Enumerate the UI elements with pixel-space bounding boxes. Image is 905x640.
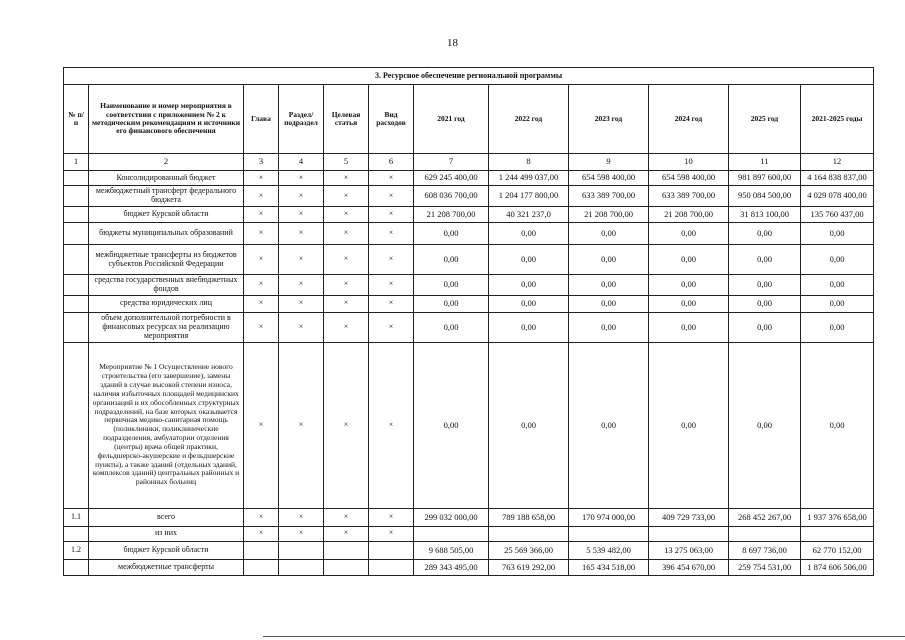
- amount-cell: 763 619 292,00: [489, 559, 569, 575]
- amount-cell: 40 321 237,0: [489, 207, 569, 223]
- amount-cell: 950 084 500,00: [729, 186, 801, 207]
- x-mark: ×: [244, 186, 279, 207]
- x-mark: [244, 541, 279, 559]
- header-name: Наименование и номер мероприятия в соответствии с приложением № 2 к методическим рекомендациям и источники его финансового обеспечения: [89, 85, 244, 154]
- x-mark: ×: [279, 295, 324, 312]
- x-mark: ×: [369, 342, 414, 508]
- amount-cell: 165 434 518,00: [569, 559, 649, 575]
- amount-cell: 396 454 670,00: [649, 559, 729, 575]
- row-name: из них: [89, 526, 244, 541]
- x-mark: ×: [324, 207, 369, 223]
- amount-cell: 8 697 736,00: [729, 541, 801, 559]
- amount-cell: 135 760 437,00: [801, 207, 874, 223]
- amount-cell: 0,00: [414, 295, 489, 312]
- x-mark: ×: [244, 526, 279, 541]
- amount-cell: 0,00: [414, 275, 489, 296]
- table-title: 3. Ресурсное обеспечение региональной программы: [64, 68, 874, 85]
- amount-cell: 25 569 366,00: [489, 541, 569, 559]
- amount-cell: 21 208 700,00: [569, 207, 649, 223]
- amount-cell: 0,00: [489, 295, 569, 312]
- x-mark: ×: [279, 526, 324, 541]
- x-mark: ×: [279, 186, 324, 207]
- amount-cell: 0,00: [649, 245, 729, 275]
- header-target: Целевая статья: [324, 85, 369, 154]
- row-number: [64, 295, 89, 312]
- amount-cell: 21 208 700,00: [414, 207, 489, 223]
- row-number: [64, 559, 89, 575]
- amount-cell: 0,00: [489, 312, 569, 342]
- col-number: 10: [649, 154, 729, 171]
- amount-cell: 0,00: [801, 312, 874, 342]
- x-mark: ×: [279, 245, 324, 275]
- col-number: 12: [801, 154, 874, 171]
- table-row: [64, 541, 874, 559]
- table-row: [64, 207, 874, 223]
- row-name: межбюджетные трансферты из бюджетов субъектов Российской Федерации: [89, 245, 244, 275]
- x-mark: ×: [369, 275, 414, 296]
- page-bottom-line: [263, 636, 905, 637]
- x-mark: [279, 559, 324, 575]
- amount-cell: [729, 526, 801, 541]
- amount-cell: 0,00: [489, 275, 569, 296]
- amount-cell: 170 974 000,00: [569, 508, 649, 526]
- resource-table: [63, 67, 874, 576]
- x-mark: ×: [279, 207, 324, 223]
- x-mark: ×: [324, 526, 369, 541]
- amount-cell: 0,00: [569, 295, 649, 312]
- col-number: 11: [729, 154, 801, 171]
- row-number: [64, 223, 89, 245]
- table-row: [64, 312, 874, 342]
- table-row: [64, 342, 874, 508]
- row-number: [64, 342, 89, 508]
- amount-cell: 409 729 733,00: [649, 508, 729, 526]
- x-mark: ×: [369, 526, 414, 541]
- amount-cell: 268 452 267,00: [729, 508, 801, 526]
- x-mark: ×: [369, 171, 414, 186]
- amount-cell: [414, 526, 489, 541]
- x-mark: [324, 559, 369, 575]
- amount-cell: 633 389 700,00: [569, 186, 649, 207]
- col-number: 1: [64, 154, 89, 171]
- header-row: [64, 85, 874, 154]
- table-row: [64, 559, 874, 575]
- amount-cell: 981 897 600,00: [729, 171, 801, 186]
- amount-cell: 0,00: [489, 342, 569, 508]
- amount-cell: [649, 526, 729, 541]
- amount-cell: 0,00: [801, 342, 874, 508]
- amount-cell: 0,00: [729, 245, 801, 275]
- table-row: [64, 245, 874, 275]
- amount-cell: 0,00: [729, 342, 801, 508]
- amount-cell: 0,00: [801, 245, 874, 275]
- x-mark: ×: [369, 207, 414, 223]
- x-mark: ×: [279, 312, 324, 342]
- x-mark: ×: [324, 223, 369, 245]
- row-name: объем дополнительной потребности в финансовых ресурсах на реализацию мероприятия: [89, 312, 244, 342]
- header-2021: 2021 год: [414, 85, 489, 154]
- amount-cell: 0,00: [569, 245, 649, 275]
- row-number: 1.1: [64, 508, 89, 526]
- row-name: Мероприятие № 1 Осуществление нового строительства (его завершение), замены зданий в случае высокой степени износа, наличия избыточных площадей медицинских организаций и их обособленных структурных подразделений, на базе которых оказывается первичная медико-санитарная помощь (поликлиники, поликлинические подразделения, амбулатории отделения (центры) врача общей практики, фельдшерско-акушерские и фельдшерские пункты), а также зданий (отдельных зданий, комплексов зданий) центральных районных и районных больниц: [89, 342, 244, 508]
- x-mark: ×: [244, 508, 279, 526]
- x-mark: ×: [324, 312, 369, 342]
- x-mark: ×: [244, 295, 279, 312]
- amount-cell: 1 874 606 506,00: [801, 559, 874, 575]
- col-number: 9: [569, 154, 649, 171]
- amount-cell: 0,00: [569, 223, 649, 245]
- amount-cell: 633 389 700,00: [649, 186, 729, 207]
- amount-cell: 0,00: [729, 223, 801, 245]
- amount-cell: 0,00: [649, 275, 729, 296]
- amount-cell: 21 208 700,00: [649, 207, 729, 223]
- amount-cell: 0,00: [489, 223, 569, 245]
- x-mark: ×: [324, 186, 369, 207]
- amount-cell: 0,00: [569, 275, 649, 296]
- amount-cell: [489, 526, 569, 541]
- row-name: Консолидированный бюджет: [89, 171, 244, 186]
- header-2025: 2025 год: [729, 85, 801, 154]
- amount-cell: 0,00: [801, 295, 874, 312]
- amount-cell: 4 164 838 837,00: [801, 171, 874, 186]
- page-number: 18: [447, 37, 458, 49]
- col-number: 5: [324, 154, 369, 171]
- column-number-row: [64, 154, 874, 171]
- x-mark: ×: [324, 171, 369, 186]
- amount-cell: 0,00: [801, 223, 874, 245]
- amount-cell: 5 539 482,00: [569, 541, 649, 559]
- x-mark: ×: [279, 223, 324, 245]
- row-name: средства государственных внебюджетных фондов: [89, 275, 244, 296]
- table-row: [64, 223, 874, 245]
- header-razdel: Раздел/ подраздел: [279, 85, 324, 154]
- row-number: 1.2: [64, 541, 89, 559]
- x-mark: ×: [369, 312, 414, 342]
- header-total: 2021-2025 годы: [801, 85, 874, 154]
- table-body: [64, 171, 874, 576]
- amount-cell: 654 598 400,00: [649, 171, 729, 186]
- amount-cell: 0,00: [414, 223, 489, 245]
- amount-cell: 1 204 177 800,00: [489, 186, 569, 207]
- row-number: [64, 245, 89, 275]
- header-2023: 2023 год: [569, 85, 649, 154]
- x-mark: [244, 559, 279, 575]
- x-mark: ×: [369, 223, 414, 245]
- col-number: 6: [369, 154, 414, 171]
- x-mark: ×: [369, 295, 414, 312]
- table-row: [64, 526, 874, 541]
- amount-cell: 0,00: [729, 275, 801, 296]
- row-number: [64, 312, 89, 342]
- amount-cell: 0,00: [414, 342, 489, 508]
- col-number: 2: [89, 154, 244, 171]
- col-number: 3: [244, 154, 279, 171]
- amount-cell: 0,00: [414, 245, 489, 275]
- x-mark: ×: [279, 342, 324, 508]
- row-name: бюджет Курской области: [89, 207, 244, 223]
- row-number: [64, 526, 89, 541]
- amount-cell: 789 188 658,00: [489, 508, 569, 526]
- x-mark: ×: [244, 223, 279, 245]
- x-mark: ×: [244, 171, 279, 186]
- x-mark: [324, 541, 369, 559]
- amount-cell: 31 813 100,00: [729, 207, 801, 223]
- x-mark: ×: [279, 275, 324, 296]
- header-num: № п/п: [64, 85, 89, 154]
- x-mark: ×: [244, 245, 279, 275]
- table-row: [64, 508, 874, 526]
- row-number: [64, 171, 89, 186]
- amount-cell: 259 754 531,00: [729, 559, 801, 575]
- x-mark: ×: [324, 275, 369, 296]
- x-mark: ×: [279, 171, 324, 186]
- header-2022: 2022 год: [489, 85, 569, 154]
- col-number: 4: [279, 154, 324, 171]
- amount-cell: 629 245 400,00: [414, 171, 489, 186]
- x-mark: ×: [324, 508, 369, 526]
- amount-cell: 0,00: [414, 312, 489, 342]
- x-mark: ×: [369, 508, 414, 526]
- x-mark: ×: [324, 342, 369, 508]
- header-glava: Глава: [244, 85, 279, 154]
- amount-cell: 62 770 152,00: [801, 541, 874, 559]
- x-mark: [279, 541, 324, 559]
- x-mark: ×: [369, 245, 414, 275]
- row-number: [64, 207, 89, 223]
- amount-cell: 0,00: [649, 312, 729, 342]
- amount-cell: 1 244 499 037,00: [489, 171, 569, 186]
- amount-cell: 1 937 376 658,00: [801, 508, 874, 526]
- table-row: [64, 275, 874, 296]
- amount-cell: [569, 526, 649, 541]
- row-name: бюджет Курской области: [89, 541, 244, 559]
- col-number: 8: [489, 154, 569, 171]
- amount-cell: 0,00: [569, 312, 649, 342]
- amount-cell: 0,00: [649, 223, 729, 245]
- amount-cell: 654 598 400,00: [569, 171, 649, 186]
- amount-cell: 0,00: [649, 342, 729, 508]
- amount-cell: 0,00: [649, 295, 729, 312]
- x-mark: ×: [244, 312, 279, 342]
- table-row: [64, 295, 874, 312]
- row-name: межбюджетные трансферты: [89, 559, 244, 575]
- row-name: всего: [89, 508, 244, 526]
- x-mark: ×: [324, 295, 369, 312]
- amount-cell: 0,00: [569, 342, 649, 508]
- amount-cell: 0,00: [489, 245, 569, 275]
- row-number: [64, 275, 89, 296]
- table-row: [64, 186, 874, 207]
- x-mark: ×: [369, 186, 414, 207]
- amount-cell: 289 343 495,00: [414, 559, 489, 575]
- amount-cell: 0,00: [801, 275, 874, 296]
- amount-cell: 299 032 000,00: [414, 508, 489, 526]
- x-mark: ×: [244, 207, 279, 223]
- row-number: [64, 186, 89, 207]
- col-number: 7: [414, 154, 489, 171]
- amount-cell: 608 036 700,00: [414, 186, 489, 207]
- header-2024: 2024 год: [649, 85, 729, 154]
- row-name: межбюджетный трансферт федерального бюджета: [89, 186, 244, 207]
- amount-cell: 13 275 063,00: [649, 541, 729, 559]
- row-name: средства юридических лиц: [89, 295, 244, 312]
- header-vid: Вид расходов: [369, 85, 414, 154]
- amount-cell: [801, 526, 874, 541]
- table-row: [64, 171, 874, 186]
- x-mark: [369, 541, 414, 559]
- amount-cell: 0,00: [729, 312, 801, 342]
- x-mark: ×: [244, 342, 279, 508]
- x-mark: ×: [324, 245, 369, 275]
- amount-cell: 9 688 505,00: [414, 541, 489, 559]
- amount-cell: 4 029 078 400,00: [801, 186, 874, 207]
- x-mark: [369, 559, 414, 575]
- row-name: бюджеты муниципальных образований: [89, 223, 244, 245]
- amount-cell: 0,00: [729, 295, 801, 312]
- x-mark: ×: [244, 275, 279, 296]
- x-mark: ×: [279, 508, 324, 526]
